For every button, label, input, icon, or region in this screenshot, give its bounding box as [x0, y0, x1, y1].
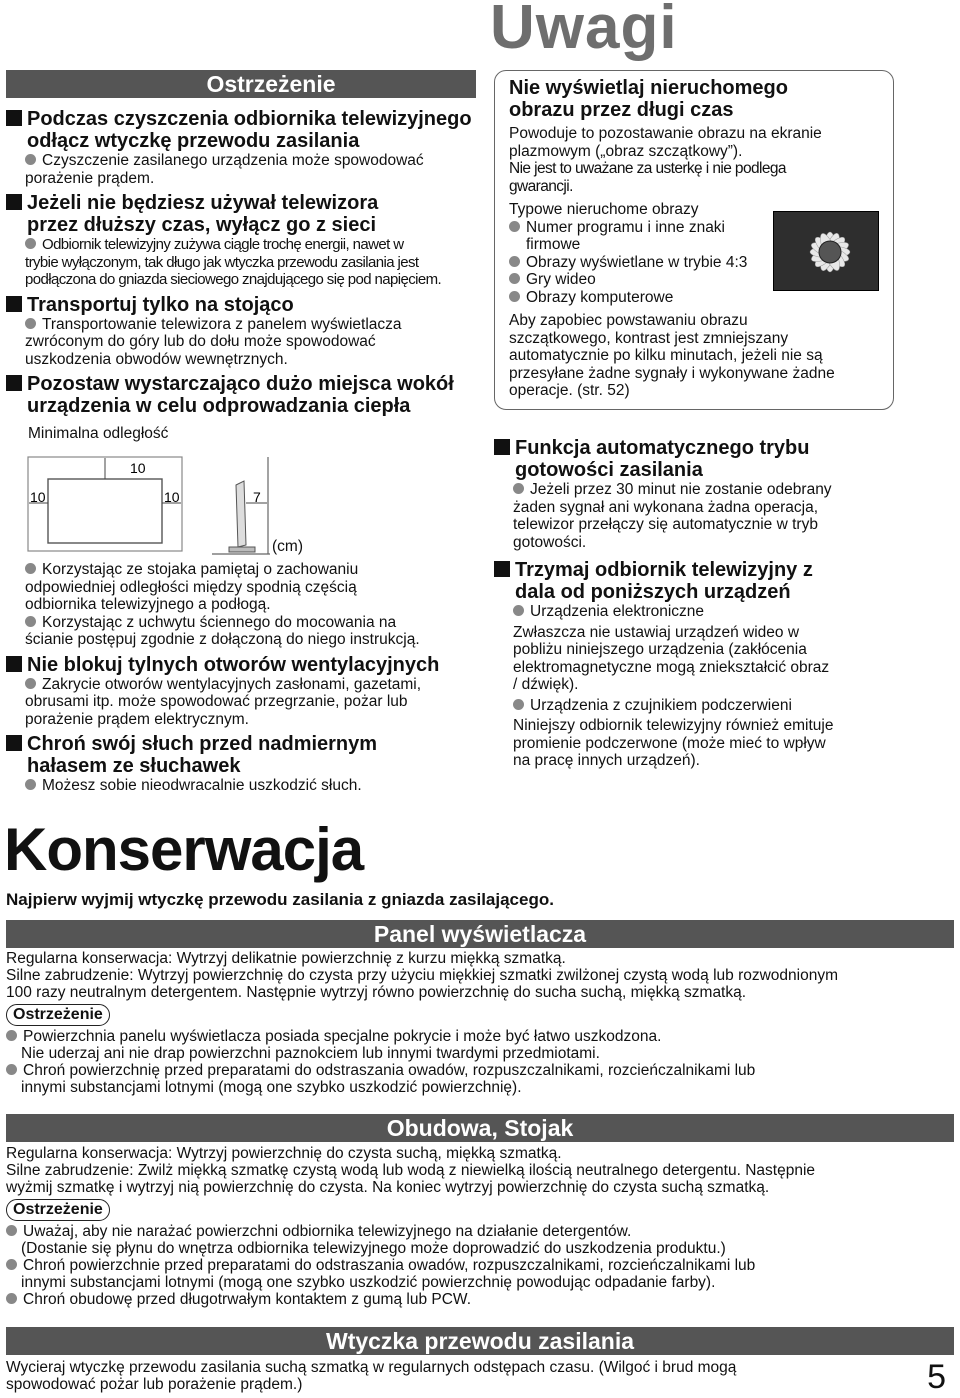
cabinet-text: Regularna konserwacja: Wytrzyj powierzchnię do czysta suchą, miękką szmatką. [6, 1145, 562, 1162]
plug-section [6, 1327, 954, 1393]
square-bullet-icon [6, 656, 22, 672]
cabinet-warning: Chroń powierzchnie przed preparatami do odstraszania owadów, rozpuszczalnikami, rozcieńczalnikami lub [6, 1257, 954, 1274]
heading-long-unused: Jeżeli nie będziesz używał telewizora przez dłuższy czas, wyłącz go z sieci [6, 192, 476, 236]
bullet-text: zwróconym do góry lub do dołu może spowodować [25, 333, 376, 350]
panel-text: 100 razy neutralnym detergentem. Następnie wytrzyj równo powierzchnię do sucha suchą, miękką szmatką. [6, 984, 747, 1001]
bullet-text: na pracę innych urządzeń). [513, 752, 700, 769]
cabinet-warning: Chroń obudowę przed długotrwałym kontaktem z gumą lub PCW. [6, 1291, 954, 1308]
sunflower-image [773, 211, 879, 291]
bullet-text: ścianie postępuj zgodnie z dołączoną do niego instrukcją. [25, 631, 420, 648]
box-text: Nie jest to uważane za usterkę i nie podlega [509, 160, 786, 177]
cabinet-text: wyżmij szmatkę i wytrzyj nią powierzchnię do czysta. Na koniec wytrzyj powierzchnię do czysta suchą szmatką. [6, 1179, 770, 1196]
warning-column [6, 70, 476, 795]
square-bullet-icon [494, 439, 510, 455]
box-text: szczątkowego, kontrast jest zmniejszany [509, 329, 789, 347]
bullet-text: odpowiedniej odległości między spodnią częścią [25, 578, 357, 596]
min-distance-label: Minimalna odległość [28, 425, 169, 442]
panel-warning: Powierzchnia panelu wyświetlacza posiada specjalne pokrycie i może być łatwo uszkodzona. [6, 1028, 954, 1045]
bullet-text: elektromagnetyczne mogą zniekształcić obraz [513, 658, 830, 676]
page-title: Uwagi [490, 0, 678, 62]
back-distance: 7 [253, 489, 261, 505]
box-text: Typowe nieruchome obrazy [509, 201, 699, 218]
box-text: plazmowym („obraz szczątkowy”). [509, 142, 743, 160]
bullet-text: promienie podczerwone (może mieć to wpływ [513, 734, 826, 752]
unit-label: (cm) [272, 538, 303, 555]
bullet-text: odbiornika telewizyjnego a podłogą. [25, 596, 271, 613]
tv-front-screen [48, 479, 162, 543]
bullet-text: Odbiornik telewizyjny zużywa ciągle trochę energii, nawet w [6, 236, 476, 254]
bullet-icon [513, 605, 524, 616]
bullet-icon [25, 779, 36, 790]
bullet-text: Czyszczenie zasilanego urządzenia może spowodować [6, 152, 476, 170]
bullet-text: pobliżu niniejszego urządzenia (zakłócenia [513, 641, 807, 658]
panel-text: Silne zabrudzenie: Wytrzyj powierzchnię do czysta przy użyciu miękkiej szmatki zwilżonej czystą wodą lub rozwodnionym [6, 967, 839, 984]
bullet-icon [513, 699, 524, 710]
box-item: Obrazy komputerowe [509, 289, 883, 307]
cabinet-banner: Obudowa, Stojak [6, 1114, 954, 1142]
bullet-text: Urządzenia elektroniczne [494, 603, 894, 621]
bullet-icon [25, 318, 36, 329]
heading-space: Pozostaw wystarczająco dużo miejsca wokół urządzenia w celu odprowadzania ciepła [6, 373, 476, 417]
cabinet-text: Silne zabrudzenie: Zwilż miękką szmatkę czystą wodą lub wodą z niewielką ilością neutralnego detergentu. Następnie [6, 1162, 816, 1179]
box-item: Obrazy wyświetlane w trybie 4:3 [509, 254, 883, 272]
page-number: 5 [927, 1358, 946, 1396]
square-bullet-icon [494, 561, 510, 577]
bullet-icon [25, 238, 36, 249]
heading-transport: Transportuj tylko na stojąco [6, 294, 476, 316]
cabinet-warning: (Dostanie się płynu do wnętrza odbiornika telewizyjnego może doprowadzić do uszkodzenia produktu.) [21, 1240, 726, 1257]
square-bullet-icon [6, 194, 22, 210]
square-bullet-icon [6, 110, 22, 126]
bullet-icon [6, 1030, 17, 1041]
heading-ventilation: Nie blokuj tylnych otworów wentylacyjnych [6, 654, 476, 676]
bullet-text: / dźwięk). [513, 676, 579, 693]
bullet-icon [25, 563, 36, 574]
heading-hearing: Chroń swój słuch przed nadmiernym hałasem ze słuchawek [6, 733, 476, 777]
bullet-icon [25, 678, 36, 689]
panel-banner: Panel wyświetlacza [6, 920, 954, 948]
bullet-icon [6, 1259, 17, 1270]
bullet-text: porażenie prądem elektrycznym. [25, 710, 249, 728]
right-sections [494, 432, 894, 770]
tv-side-profile [236, 481, 246, 547]
still-image-box [494, 70, 894, 410]
box-item: Gry wideo [509, 271, 883, 289]
box-text: Powoduje to pozostawanie obrazu na ekranie [509, 125, 822, 142]
bullet-text: żaden sygnał ani wykonana żadna operacja, [513, 498, 819, 516]
box-text: operacje. (str. 52) [509, 382, 630, 399]
bullet-text: Zakrycie otworów wentylacyjnych zasłonami, gazetami, [6, 676, 476, 694]
bullet-icon [509, 221, 520, 232]
bullet-icon [6, 1293, 17, 1304]
cabinet-warning: Uważaj, aby nie narażać powierzchni odbiornika telewizyjnego na działanie detergentów. [6, 1223, 954, 1240]
bullet-text: telewizor przełączy się automatycznie w tryb [513, 516, 818, 533]
panel-text: Regularna konserwacja: Wytrzyj delikatnie powierzchnię z kurzu miękką szmatką. [6, 950, 566, 967]
bullet-text: Jeżeli przez 30 minut nie zostanie odebrany [494, 481, 894, 499]
bullet-icon [25, 616, 36, 627]
bullet-text: Urządzenia z czujnikiem podczerwieni [494, 697, 894, 715]
heading-cleaning: Podczas czyszczenia odbiornika telewizyjnego odłącz wtyczkę przewodu zasilania [6, 108, 476, 152]
panel-warning: Chroń powierzchnię przed preparatami do odstraszania owadów, rozpuszczalnikami, rozcieńczalnikami lub [6, 1062, 954, 1079]
bullet-text: podłączona do gniazda sieciowego znajdującego się pod napięciem. [25, 271, 442, 288]
top-distance: 10 [130, 460, 146, 476]
cabinet-section [6, 1114, 954, 1308]
bullet-text: Możesz sobie nieodwracalnie uszkodzić słuch. [6, 777, 476, 795]
panel-section [6, 920, 954, 1096]
maintenance-title: Konserwacja [4, 816, 364, 883]
tv-side-stand [229, 547, 255, 552]
box-text: automatycznie po kilku minutach, jeżeli nie są [509, 347, 823, 364]
bullet-icon [509, 291, 520, 302]
cabinet-warning: innymi substancjami lotnymi (mogą one szybko uszkodzić powierzchnię powodując odpadanie farby). [21, 1274, 716, 1291]
bullet-text: trybie wyłączonym, tak długo jak wtyczka przewodu zasilania jest [25, 253, 419, 271]
bullet-icon [509, 273, 520, 284]
box-item: Numer programu i inne znaki [509, 219, 883, 237]
box-item: firmowe [526, 236, 581, 253]
bullet-icon [25, 154, 36, 165]
bullet-text: Korzystając ze stojaka pamiętaj o zachowaniu [6, 561, 476, 579]
panel-warning: innymi substancjami lotnymi (mogą one szybko uszkodzić powierzchnię). [21, 1079, 522, 1096]
bullet-text: obrusami itp. może spowodować przegrzanie, pożar lub [25, 693, 408, 710]
warning-label: Ostrzeżenie [6, 1004, 110, 1026]
heading-auto-standby: Funkcja automatycznego trybu gotowości zasilania [494, 437, 894, 481]
bullet-icon [509, 256, 520, 267]
bullet-text: Korzystając z uchwytu ściennego do mocowania na [6, 614, 476, 632]
plug-text: spowodować pożar lub porażenie prądem.) [6, 1376, 303, 1393]
square-bullet-icon [6, 735, 22, 751]
box-heading: Nie wyświetlaj nieruchomego obrazu przez długi czas [509, 77, 788, 121]
plug-banner: Wtyczka przewodu zasilania [6, 1327, 954, 1355]
plug-text: Wycieraj wtyczkę przewodu zasilania suchą szmatką w regularnych odstępach czasu. (Wilgoć i brud mogą [6, 1359, 737, 1376]
bullet-text: porażenie prądem. [25, 169, 155, 187]
bullet-icon [513, 483, 524, 494]
bullet-icon [6, 1064, 17, 1075]
box-text: Aby zapobiec powstawaniu obrazu [509, 312, 748, 329]
box-text: przesyłane żadne sygnały i wykonywane żadne [509, 364, 835, 382]
maintenance-intro: Najpierw wyjmij wtyczkę przewodu zasilania z gniazda zasilającego. [6, 890, 554, 909]
bullet-text: Transportowanie telewizora z panelem wyświetlacza [6, 316, 476, 334]
square-bullet-icon [6, 375, 22, 391]
left-distance: 10 [30, 489, 46, 505]
right-distance: 10 [164, 489, 180, 505]
bullet-text: Niniejszy odbiornik telewizyjny również emituje [513, 717, 834, 734]
panel-warning: Nie uderzaj ani nie drap powierzchni paznokciem lub innymi twardymi przedmiotami. [21, 1045, 600, 1062]
bullet-text: Zwłaszcza nie ustawiaj urządzeń wideo w [513, 623, 800, 641]
bullet-text: uszkodzenia obwodów wewnętrznych. [25, 350, 288, 368]
square-bullet-icon [6, 296, 22, 312]
warning-banner: Ostrzeżenie [6, 70, 476, 98]
heading-keep-away: Trzymaj odbiornik telewizyjny z dala od poniższych urządzeń [494, 559, 894, 603]
warning-label: Ostrzeżenie [6, 1199, 110, 1221]
bullet-icon [6, 1225, 17, 1236]
bullet-text: gotowości. [513, 533, 587, 551]
box-text: gwarancji. [509, 177, 573, 195]
